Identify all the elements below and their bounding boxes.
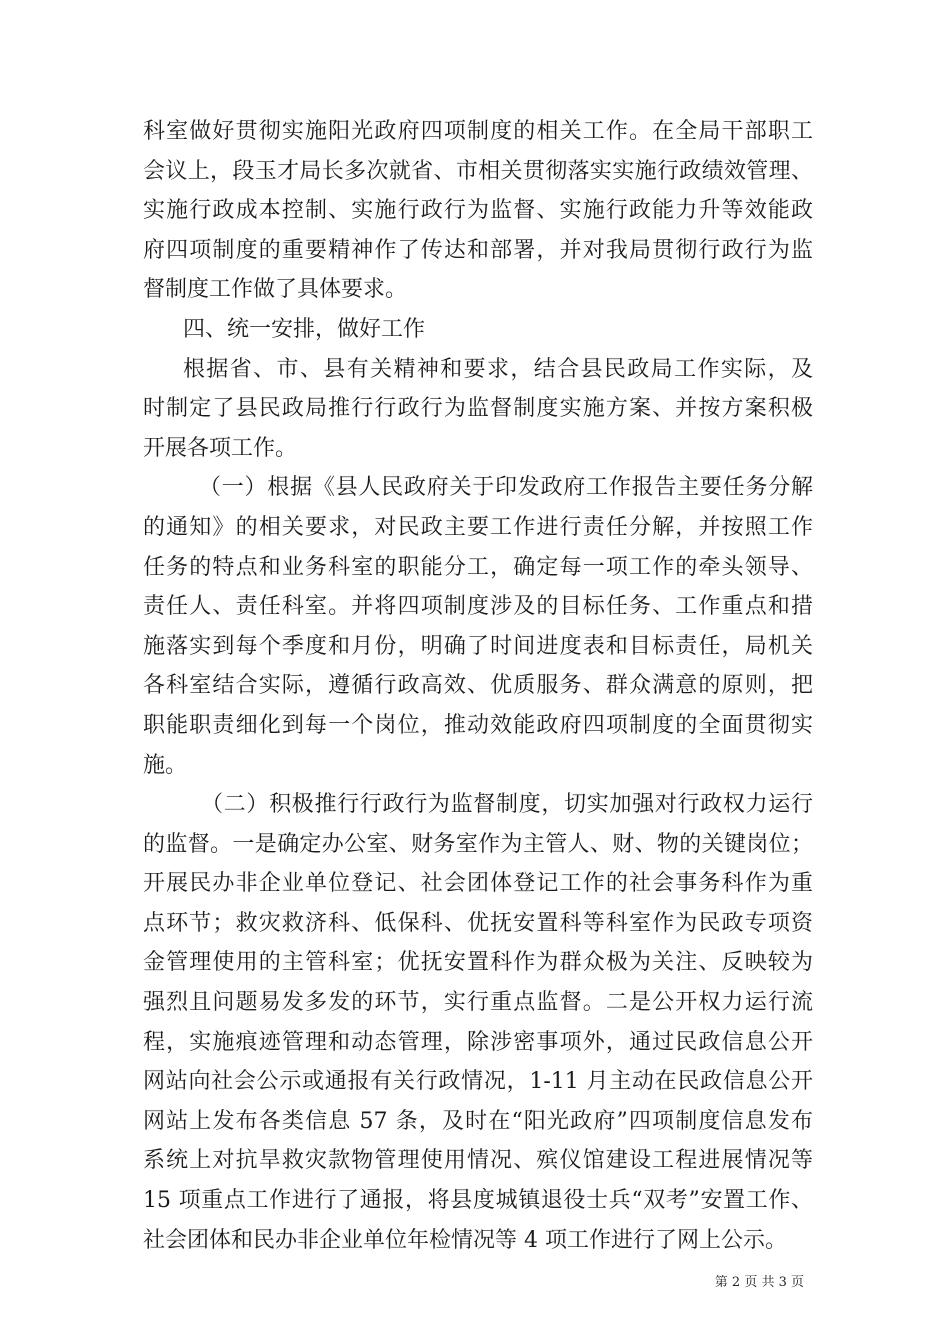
text-line: 开展民办非企业单位登记、社会团体登记工作的社会事务科作为重 [143,871,813,897]
text-line: 开展各项工作。 [143,435,298,461]
text-line: 时制定了县民政局推行行政行为监督制度实施方案、并按方案积极 [143,396,813,422]
text-line: 强烈且问题易发多发的环节，实行重点监督。二是公开权力运行流 [143,990,813,1016]
text-line: 职能职责细化到每一个岗位，推动效能政府四项制度的全面贯彻实 [143,712,813,738]
text-line: 网站上发布各类信息 57 条，及时在“阳光政府”四项制度信息发布 [143,1108,813,1134]
text-line: 金管理使用的主管科室；优抚安置科作为群众极为关注、反映较为 [143,950,813,976]
text-line: 四、统一安排，做好工作 [183,316,426,342]
text-line: 施。 [143,752,188,778]
text-line: 点环节；救灾救济科、低保科、优抚安置科等科室作为民政专项资 [143,910,813,936]
text-line: 的监督。一是确定办公室、财务室作为主管人、财、物的关键岗位； [143,831,813,857]
text-line: 的通知》的相关要求，对民政主要工作进行责任分解，并按照工作 [143,514,813,540]
text-line: 科室做好贯彻实施阳光政府四项制度的相关工作。在全局干部职工 [143,119,813,144]
text-line: 任务的特点和业务科室的职能分工，确定每一项工作的牵头领导、 [143,554,813,580]
text-line: 程，实施痕迹管理和动态管理，除涉密事项外，通过民政信息公开 [143,1029,813,1055]
text-line: 根据省、市、县有关精神和要求，结合县民政局工作实际，及 [183,356,813,382]
text-line: 责任人、责任科室。并将四项制度涉及的目标任务、工作重点和措 [143,594,813,620]
text-line: 施落实到每个季度和月份，明确了时间进度表和目标责任，局机关 [143,633,813,659]
text-line: 社会团体和民办非企业单位年检情况等 4 项工作进行了网上公示。 [143,1227,787,1253]
text-line: 会议上，段玉才局长多次就省、市相关贯彻落实实施行政绩效管理、 [143,158,813,184]
text-line: 督制度工作做了具体要求。 [143,277,408,303]
text-line: 府四项制度的重要精神作了传达和部署，并对我局贯彻行政行为监 [143,237,813,263]
text-line: 实施行政成本控制、实施行政行为监督、实施行政能力升等效能政 [143,198,813,224]
text-line: 网站向社会公示或通报有关行政情况，1-11 月主动在民政信息公开 [143,1069,813,1095]
text-line: 系统上对抗旱救灾款物管理使用情况、殡仪馆建设工程进展情况等 [143,1148,813,1174]
text-line: 各科室结合实际，遵循行政高效、优质服务、群众满意的原则，把 [143,673,813,699]
text-line: 15 项重点工作进行了通报，将县度城镇退役士兵“双考”安置工作、 [143,1188,813,1214]
text-line: （一）根据《县人民政府关于印发政府工作报告主要任务分解 [199,475,813,501]
page-number: 第 2 页 共 3 页 [714,1275,804,1290]
text-line: （二）积极推行行政行为监督制度，切实加强对行政权力运行 [201,792,813,818]
document-body [143,112,813,1260]
